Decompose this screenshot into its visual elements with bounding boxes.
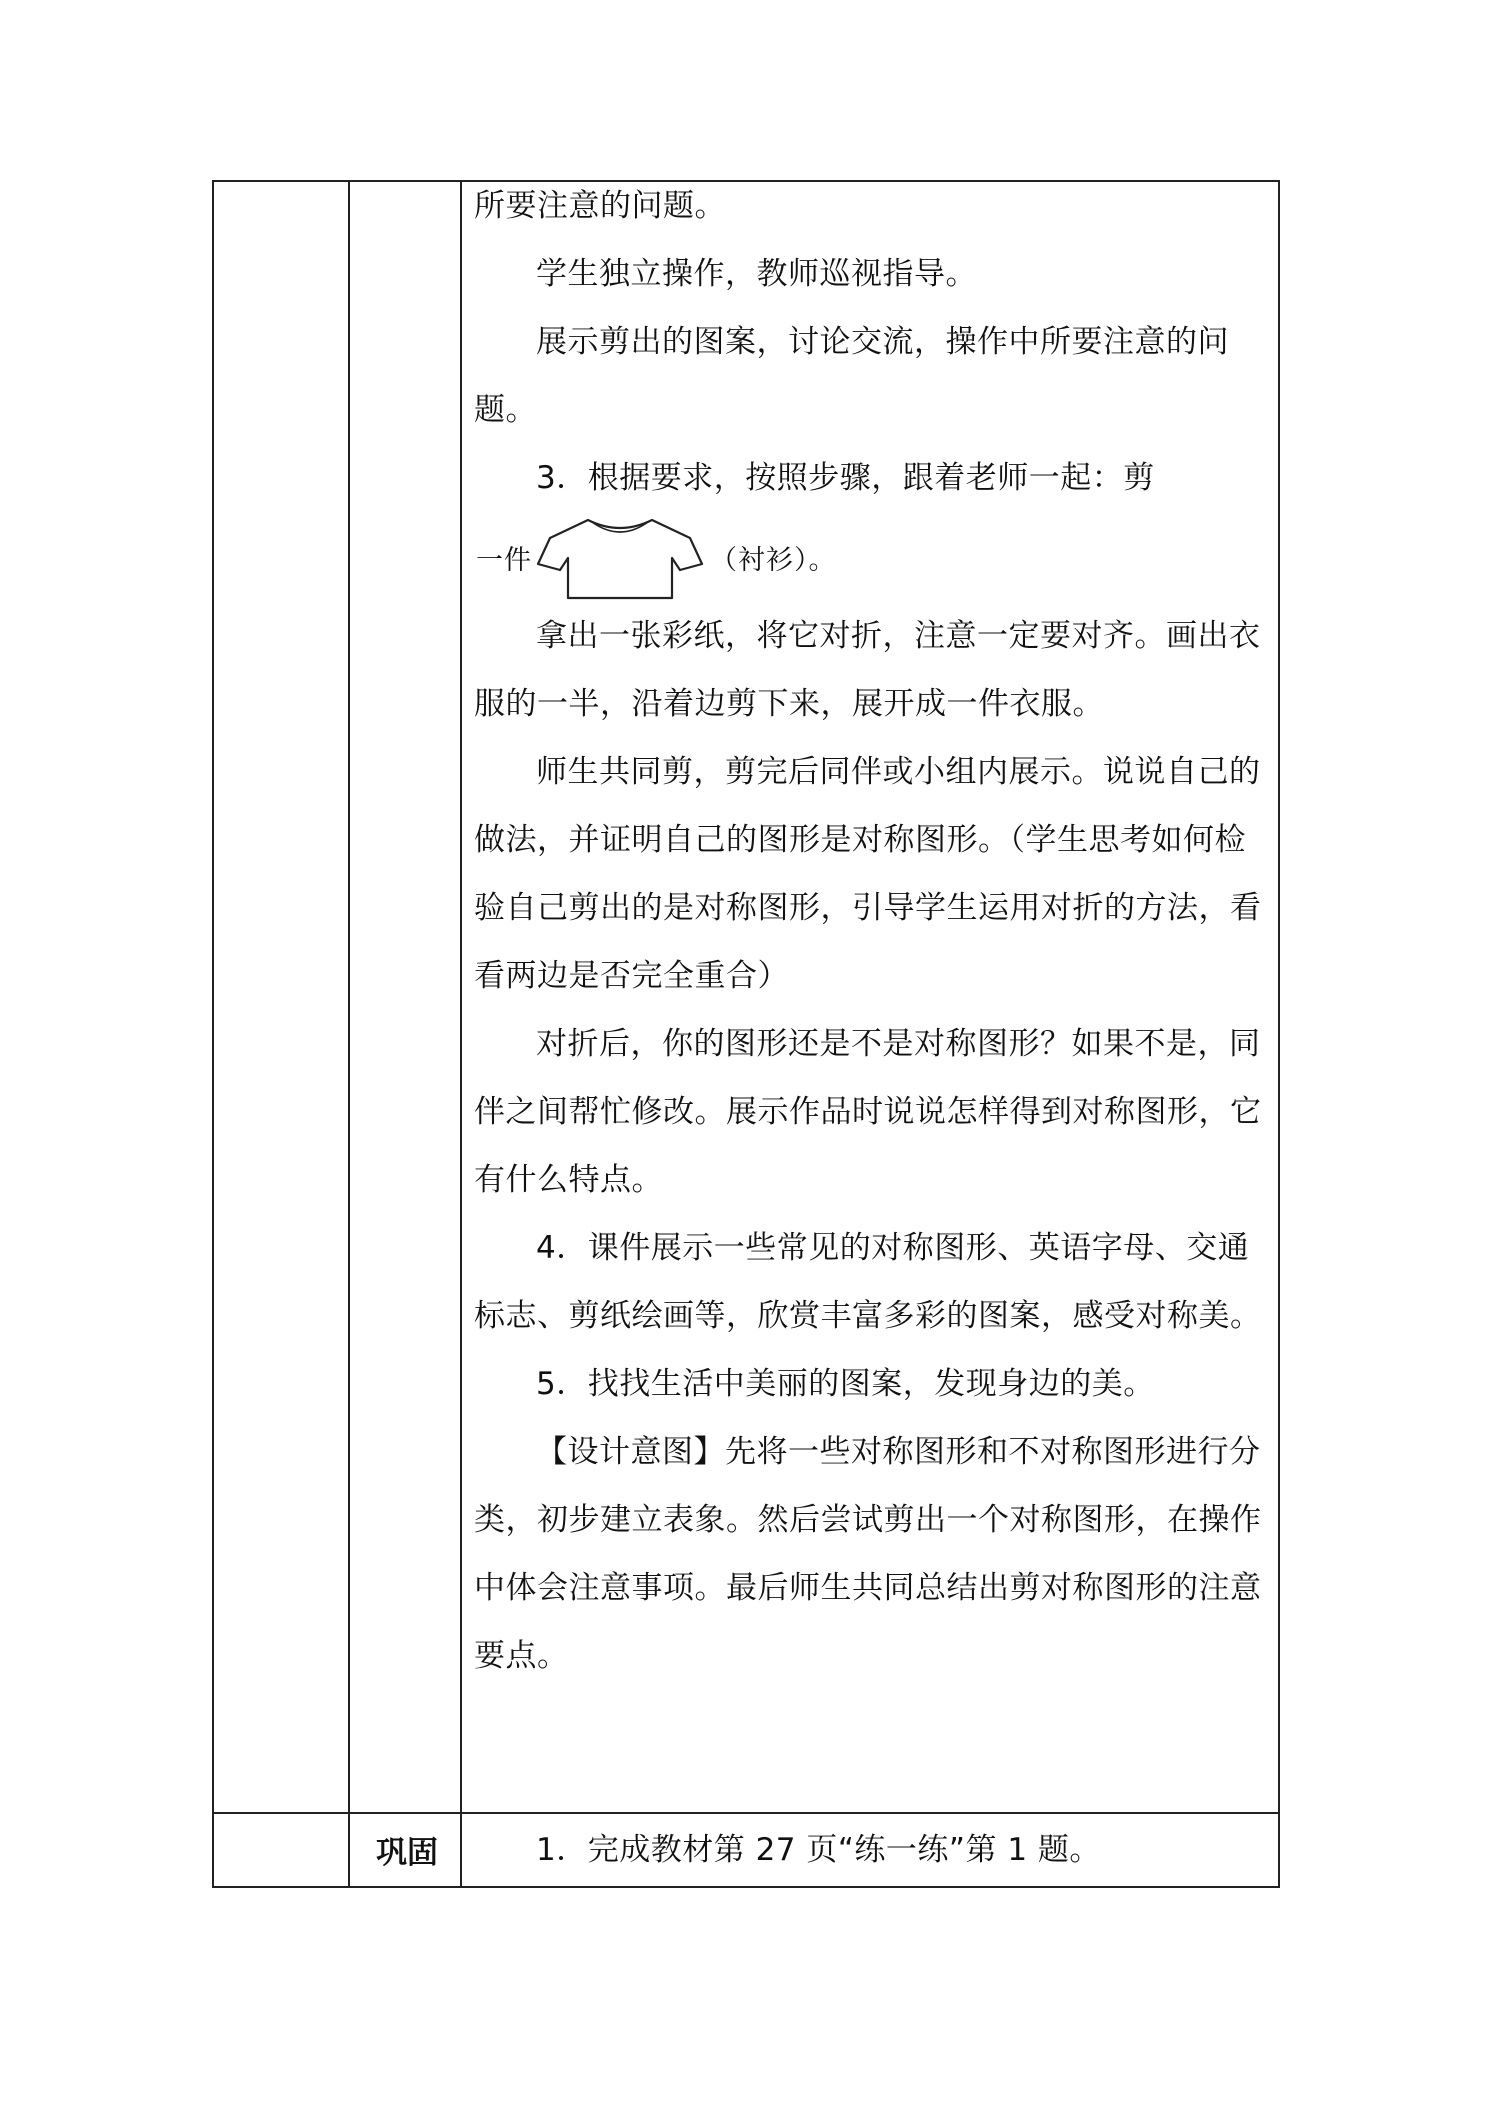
- row-label: 巩固: [376, 1834, 438, 1871]
- paragraph: 学生独立操作，教师巡视指导。: [536, 256, 977, 292]
- shirt-icon: [530, 512, 710, 602]
- paragraph: 4．课件展示一些常见的对称图形、英语字母、交通标志、剪纸绘画等，欣赏丰富多彩的图案，感受对称美。: [474, 1230, 1262, 1334]
- shirt-prefix: 一件: [476, 545, 532, 576]
- paragraph: 展示剪出的图案，讨论交流，操作中所要注意的问题。: [474, 324, 1229, 428]
- design-intent-paragraph: 【设计意图】先将一些对称图形和不对称图形进行分类，初步建立表象。然后尝试剪出一个对称图形，在操作中体会注意事项。最后师生共同总结出剪对称图形的注意要点。: [474, 1434, 1262, 1674]
- paragraph: 3．根据要求，按照步骤，跟着老师一起：剪: [536, 460, 1155, 496]
- content-cell: [474, 172, 1276, 1690]
- exercise-text: 1．完成教材第 27 页“练一练”第 1 题。: [536, 1832, 1101, 1868]
- table-column-divider-1: [348, 180, 350, 1888]
- shirt-line: [474, 512, 1276, 602]
- table-column-divider-2: [460, 180, 462, 1888]
- table-bottom-border: [212, 1886, 1280, 1888]
- paragraph: 对折后，你的图形还是不是对称图形？如果不是，同伴之间帮忙修改。展示作品时说说怎样得到对称图形，它有什么特点。: [474, 1026, 1262, 1198]
- shirt-suffix: （衬衫）。: [710, 545, 837, 576]
- table-left-border: [212, 180, 214, 1888]
- paragraph: 师生共同剪，剪完后同伴或小组内展示。说说自己的做法，并证明自己的图形是对称图形。（学生思考如何检验自己剪出的是对称图形，引导学生运用对折的方法，看看两边是否完全重合）: [474, 754, 1262, 994]
- paragraph: 所要注意的问题。: [474, 188, 726, 224]
- table-right-border: [1278, 180, 1280, 1888]
- paragraph: 5．找找生活中美丽的图案，发现身边的美。: [536, 1366, 1155, 1402]
- paragraph: 拿出一张彩纸，将它对折，注意一定要对齐。画出衣服的一半，沿着边剪下来，展开成一件衣服。: [474, 618, 1261, 722]
